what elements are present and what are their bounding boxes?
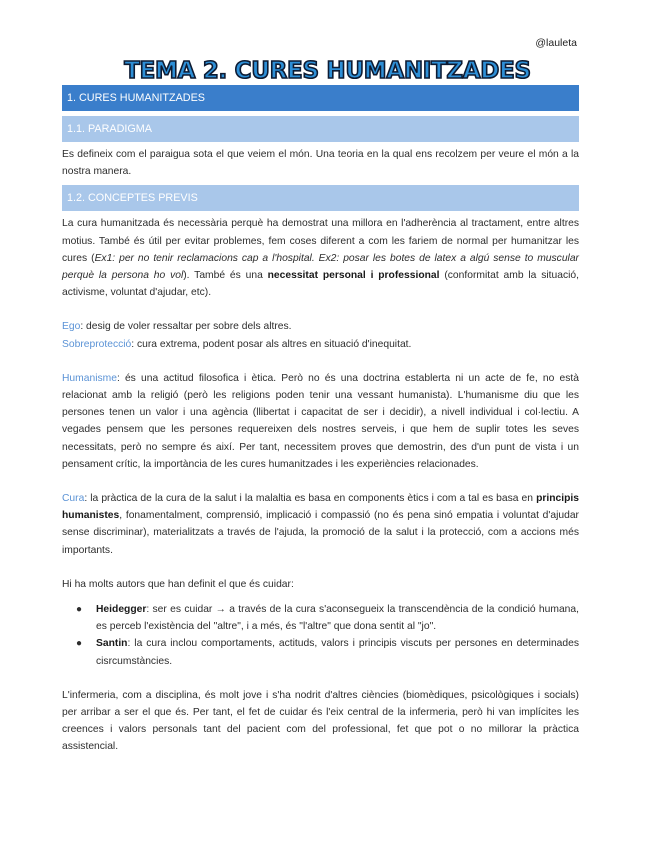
sobreproteccio-term: Sobreprotecció [62, 338, 132, 350]
section-heading-conceptes-previs: 1.2. CONCEPTES PREVIS [62, 185, 579, 211]
autors-intro: Hi ha molts autors que han definit el que és cuidar: [62, 578, 294, 590]
author-handle: @lauleta [535, 37, 577, 49]
cura-term: Cura [62, 493, 85, 505]
section-heading-paradigma: 1.1. PARADIGMA [62, 116, 579, 142]
examples-text: Ex1: per no tenir reclamacions cap a l'hospital. Ex2: posar les botes de latex a algú sense to muscular perquè la persona ho vol [62, 252, 579, 282]
bold-principis: principis humanistes [62, 493, 579, 522]
list-item-santin: ● Santin: la cura inclou comportaments, actituds, valors i principis viscuts per persones en determinades cisrcumstàncies. [62, 635, 579, 669]
cura-humanitzada-paragraph: La cura humanitzada és necessària perquè ha demostrat una millora en l'adherència al tractament, entre altres motius. També és útil per evitar problemes, fem coses diferent a com les fariem de normal per humanitzar les cures (Ex1: per no tenir reclamacions cap a l'hospital. Ex2: posar les botes de latex a algú sense to muscular perquè la persona ho vol). També és una necessitat personal i professional (conformitat amb la situació, activisme, voluntat d'ajudar, etc). [62, 218, 580, 299]
paradigma-paragraph: Es defineix com el paraigua sota el que veiem el món. Una teoria en la qual ens recolzem per veure el món a la nostra manera. [62, 149, 579, 178]
humanisme-term: Humanisme [62, 372, 117, 384]
autors-list [62, 601, 579, 670]
page-title: TEMA 2. CURES HUMANITZADES [124, 58, 531, 84]
infermeria-paragraph: L'infermeria, com a disciplina, és molt jove i s'ha nodrit d'altres ciències (biomèdiques, psicològiques i socials) per arribar a ser el que és. Per tant, el fet de cuidar és l'eix central de la infermeria, però hi van implícites les creences i valors personals tant del pacient com del professional, fet que pot o no millorar la pràctica assistencial. [62, 689, 579, 753]
bullet-icon: ● [76, 604, 83, 616]
cura-definition: Cura: la pràctica de la cura de la salut i la malaltia es basa en components ètics i com a tal es basa en principis humanistes, fonamentalment, comprensió, implicació i compassió (no és pena sinó empatia i voluntat d'ajudar sense discriminar), materialitzats a través de l'ajuda, la promoció de la salut i la protecció, com a accions més importants. [62, 493, 579, 556]
ego-definition: Ego: desig de voler ressaltar per sobre dels altres. [62, 321, 292, 333]
ego-term: Ego [62, 321, 81, 333]
document-body [62, 85, 579, 756]
sobreproteccio-definition: Sobreprotecció: cura extrema, podent posar als altres en situació d'inequitat. [62, 338, 412, 350]
bold-necessitat: necessitat personal i professional [267, 270, 440, 282]
bullet-icon: ● [76, 638, 83, 650]
section-heading-cures-humanitzades: 1. CURES HUMANITZADES [62, 85, 579, 111]
list-item-heidegger: ● Heidegger: ser es cuidar → a través de la cura s'aconsegueix la transcendència de la condició humana, es perceb l'existència del "altre", i a més, és "l'altre" que dona sentit al "jo". [62, 601, 579, 635]
humanisme-definition: Humanisme: és una actitud filosofica i ètica. Però no és una doctrina establerta ni un acte de fe, no està relacionat amb la religió (però les religions poden tenir una vessant humanista). L'humanisme diu que les persones tenen un valor i una agència (llibertat i capacitat de ser i decidir), a nivell individual i col·lectiu. A vegades pensem que les persones requereixen dels nostres serveis, i que hem de suplir totes les seves necessitats, però no sempre és així. Per tant, necessitem proves que demostrin, des d'un punt de vista i un pensament crític, la importància de les cures humanitzades i les experiències relacionades. [62, 372, 579, 470]
